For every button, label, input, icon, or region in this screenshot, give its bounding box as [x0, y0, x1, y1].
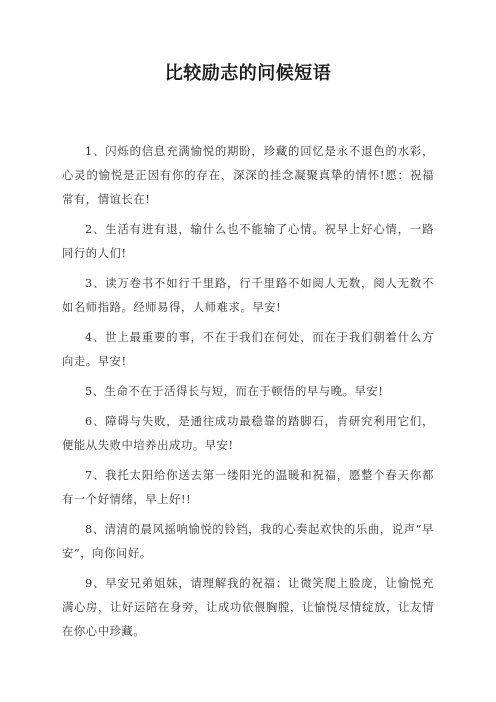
paragraph-2: 2、生活有进有退，输什么也不能输了心情。祝早上好心情，一路同行的人们! [62, 223, 434, 260]
paragraph-4: 4、世上最重要的事，不在于我们在何处，而在于我们朝着什么方向走。早安! [62, 331, 434, 368]
document-title: 比较励志的问候短语 [164, 63, 332, 84]
document-body [62, 140, 434, 650]
paragraph-7: 7、我托太阳给你送去第一缕阳光的温暖和祝福，愿整个春天你都有一个好情绪，早上好!! [62, 469, 434, 506]
paragraph-6: 6、障碍与失败，是通往成功最稳靠的踏脚石，肯研究利用它们，便能从失败中培养出成功。早安! [62, 415, 434, 452]
paragraph-5: 5、生命不在于活得长与短，而在于顿悟的早与晚。早安! [85, 385, 384, 398]
paragraph-9: 9、早安兄弟姐妹，请理解我的祝福：让微笑爬上脸庞，让愉悦充满心房，让好运陪在身旁，让成功依偎胸膛，让愉悦尽情绽放，让友情在你心中珍藏。 [62, 577, 434, 638]
paragraph-8: 8、清清的晨风摇响愉悦的铃铛，我的心奏起欢快的乐曲，说声“早安”，向你问好。 [62, 523, 434, 560]
paragraph-1: 1、闪烁的信息充满愉悦的期盼，珍藏的回忆是永不退色的水彩，心灵的愉悦是正因有你的存在，深深的挂念凝聚真挚的情怀!愿：祝福常有，情谊长在! [62, 145, 434, 206]
paragraph-3: 3、读万卷书不如行千里路，行千里路不如阅人无数，阅人无数不如名师指路。经师易得，人师难求。早安! [62, 277, 434, 314]
